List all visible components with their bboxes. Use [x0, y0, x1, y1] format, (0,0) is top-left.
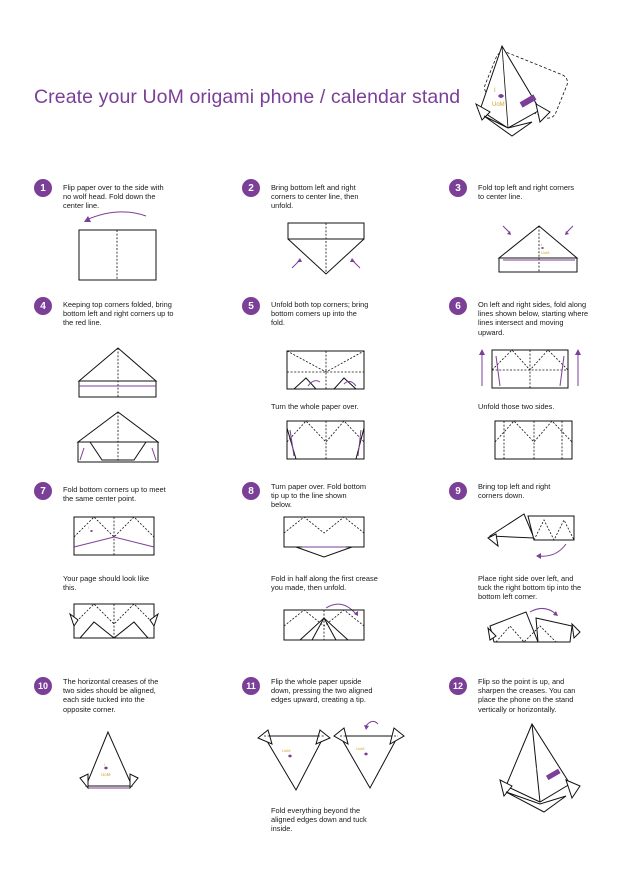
step-3-text: Fold top left and right corners to center line. [478, 183, 575, 202]
svg-text:I: I [536, 766, 538, 771]
step-1-text: Flip paper over to the side with no wolf head. Fold down the center line. [63, 183, 164, 211]
svg-text:I: I [541, 242, 543, 247]
svg-text:UoM: UoM [356, 746, 365, 751]
step-7-note: Your page should look like this. [63, 574, 150, 593]
step-8-figure-b [280, 600, 370, 644]
step-7-figure-b [70, 600, 160, 644]
step-12-text: Flip so the point is up, and sharpen the creases. You can place the phone on the stand vertically or horizontally. [478, 677, 576, 714]
step-6-note: Unfold those two sides. [478, 402, 555, 411]
svg-text:UoM: UoM [492, 102, 505, 108]
step-8-figure-a [282, 515, 368, 559]
step-9-figure-b [486, 606, 582, 650]
step-9-figure-a [484, 510, 580, 562]
step-4-figure-a [78, 345, 158, 401]
svg-text:I: I [104, 762, 106, 767]
step-7-badge: 7 [34, 482, 52, 500]
svg-text:UoM: UoM [541, 250, 550, 255]
svg-text:I: I [88, 525, 90, 530]
step-4-badge: 4 [34, 297, 52, 315]
step-11-badge: 11 [242, 677, 260, 695]
step-7-figure-a [70, 515, 160, 559]
step-11-text: Flip the whole paper upside down, pressing the two aligned edges upward, creating a tip. [271, 677, 373, 705]
step-12-figure [496, 722, 584, 814]
step-10-figure [76, 728, 142, 794]
step-6-text: On left and right sides, fold along lines shown below, starting where lines intersect and moving upward. [478, 300, 589, 337]
step-8-badge: 8 [242, 482, 260, 500]
step-5-note: Turn the whole paper over. [271, 402, 359, 411]
step-2-figure [286, 222, 366, 276]
step-6-figure-a [478, 346, 582, 392]
step-1-figure [78, 210, 158, 282]
step-3-figure [497, 222, 581, 274]
step-10-badge: 10 [34, 677, 52, 695]
step-9-text: Bring top left and right corners down. [478, 482, 551, 501]
step-3-badge: 3 [449, 179, 467, 197]
step-11-note: Fold everything beyond the aligned edges down and tuck inside. [271, 806, 367, 834]
step-5-figure-b [286, 420, 366, 462]
svg-text:I: I [494, 88, 496, 94]
step-11-figure [256, 716, 406, 794]
origami-stand-illustration [466, 40, 570, 144]
step-6-badge: 6 [449, 297, 467, 315]
step-4-text: Keeping top corners folded, bring bottom left and right corners up to the red line. [63, 300, 174, 328]
step-9-note: Place right side over left, and tuck the right bottom tip into the bottom left corner. [478, 574, 582, 602]
step-8-note: Fold in half along the first crease you made, then unfold. [271, 574, 378, 593]
step-1-badge: 1 [34, 179, 52, 197]
step-4-figure-b [76, 410, 160, 466]
svg-text:UoM: UoM [282, 748, 291, 753]
page-title: Create your UoM origami phone / calendar stand [34, 86, 461, 108]
step-12-badge: 12 [449, 677, 467, 695]
step-5-text: Unfold both top corners; bring bottom corners up into the fold. [271, 300, 369, 328]
step-10-text: The horizontal creases of the two sides should be aligned, each side tucked into the opposite corner. [63, 677, 159, 714]
step-8-text: Turn paper over. Fold bottom tip up to the line shown below. [271, 482, 367, 510]
step-6-figure-b [494, 420, 574, 462]
svg-text:UoM: UoM [101, 772, 111, 777]
step-2-text: Bring bottom left and right corners to center line, then unfold. [271, 183, 359, 211]
step-2-badge: 2 [242, 179, 260, 197]
step-5-badge: 5 [242, 297, 260, 315]
step-5-figure-a [286, 350, 366, 392]
step-7-text: Fold bottom corners up to meet the same center point. [63, 485, 166, 504]
step-9-badge: 9 [449, 482, 467, 500]
